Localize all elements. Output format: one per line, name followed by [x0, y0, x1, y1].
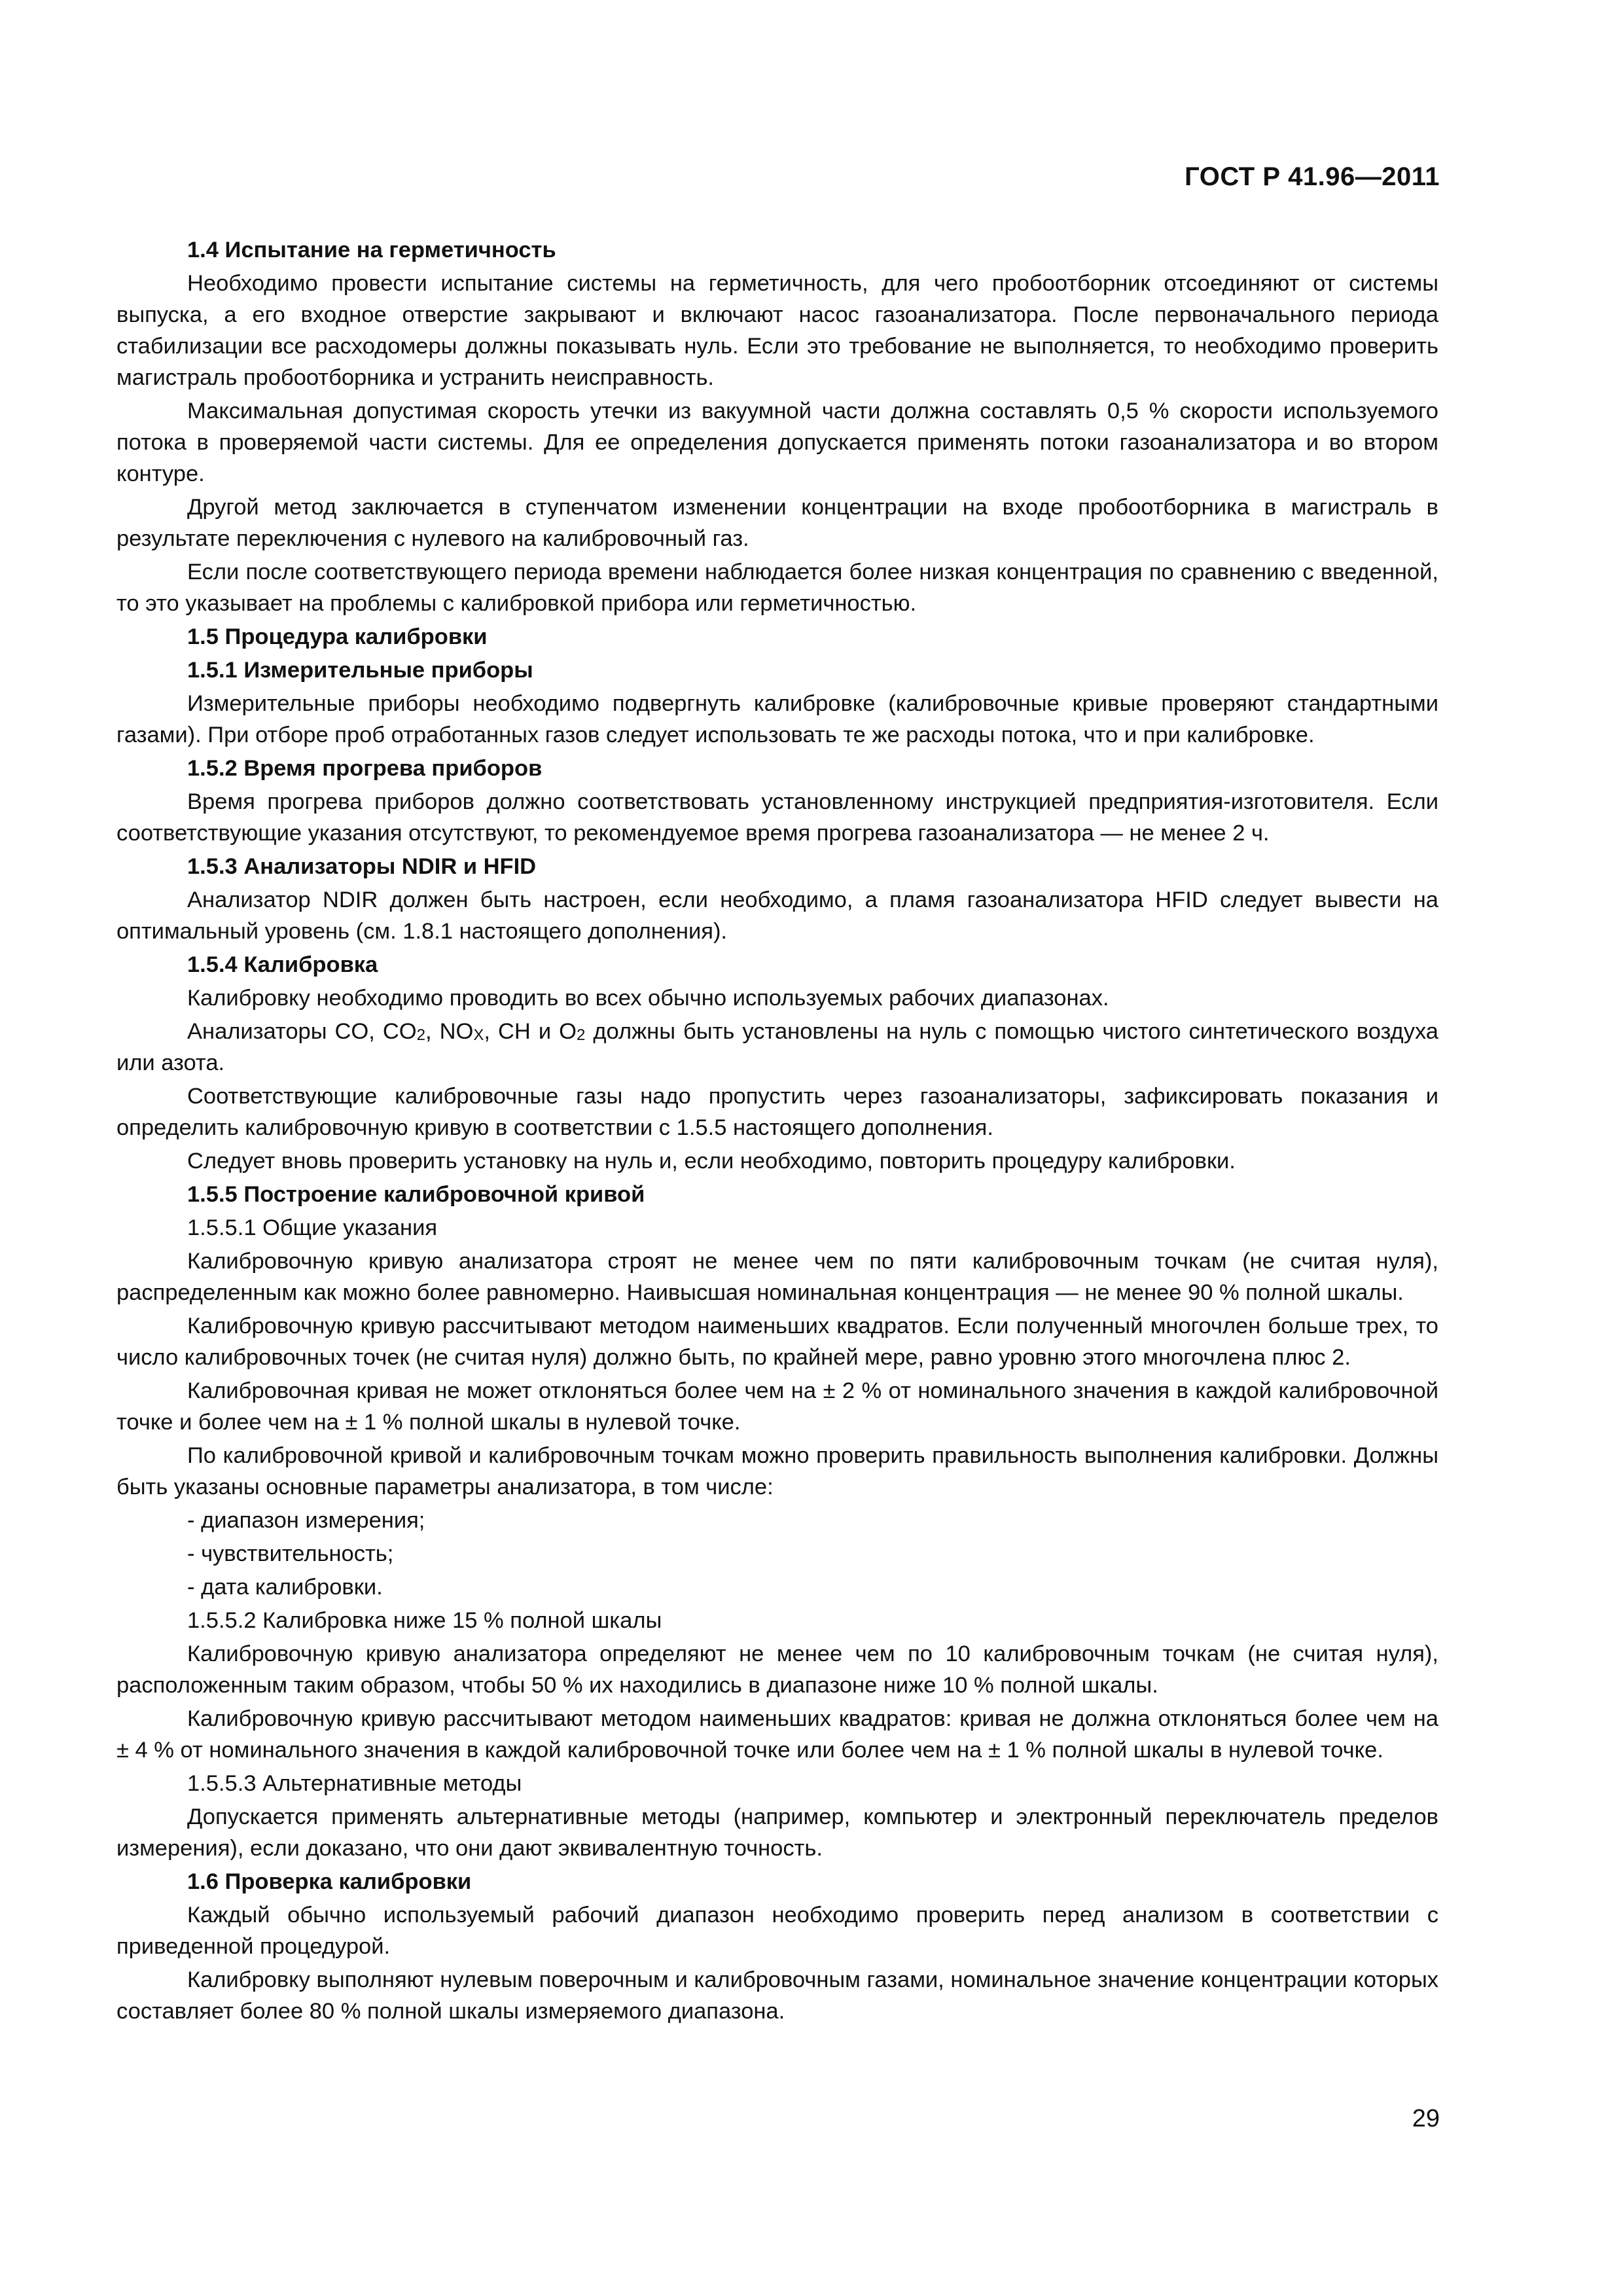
subscript: X	[473, 1026, 484, 1044]
paragraph: Соответствующие калибровочные газы надо пропустить через газоанализаторы, зафиксировать показания и определить калибровочную кривую в соответствии с 1.5.5 настоящего дополнения.	[116, 1084, 1438, 1140]
paragraph: Калибровку выполняют нулевым поверочным и калибровочным газами, номинальное значение концентрации которых составляет более 80 % полной шкалы измеряемого диапазона.	[116, 1967, 1438, 2024]
section-1-5-5-3-heading: 1.5.5.3 Альтернативные методы	[187, 1771, 522, 1796]
paragraph: Время прогрева приборов должно соответствовать установленному инструкцией предприятия-изготовителя. Если соответствующие указания отсутствуют, то рекомендуемое время прогрева газоанализатора — не менее 2 ч.	[116, 789, 1438, 846]
paragraph: Калибровочную кривую рассчитывают методом наименьших квадратов: кривая не должна отклоняться более чем на ± 4 % от номинального значения в каждой калибровочной точке или более чем на ± 1 % полной шкалы в нулевой точке.	[116, 1706, 1438, 1763]
paragraph: Максимальная допустимая скорость утечки из вакуумной части должна составлять 0,5 % скорости используемого потока в проверяемой части системы. Для ее определения допускается применять потоки газоанализатора и во втором контуре.	[116, 399, 1438, 486]
paragraph: Калибровочную кривую анализатора определяют не менее чем по 10 калибровочным точкам (не считая нуля), расположенным таким образом, чтобы 50 % их находились в диапазоне ниже 10 % полной шкалы.	[116, 1641, 1438, 1698]
section-1-5-1-heading: 1.5.1 Измерительные приборы	[187, 658, 533, 683]
paragraph: По калибровочной кривой и калибровочным точкам можно проверить правильность выполнения калибровки. Должны быть указаны основные параметры анализатора, в том числе:	[116, 1443, 1438, 1499]
paragraph: Измерительные приборы необходимо подвергнуть калибровке (калибровочные кривые проверяют стандартными газами). При отборе проб отработанных газов следует использовать те же расходы потока, что и при калибровке.	[116, 691, 1438, 747]
section-1-5-heading: 1.5 Процедура калибровки	[187, 624, 488, 649]
section-1-5-3-heading: 1.5.3 Анализаторы NDIR и HFID	[187, 854, 537, 879]
text-run: должны быть установлены на нуль с помощью чистого синтетического воздуха или азота.	[116, 1019, 1438, 1075]
document-code-header: ГОСТ Р 41.96—2011	[1185, 162, 1440, 191]
document-body	[116, 234, 1438, 2029]
subscript: 2	[577, 1026, 586, 1044]
paragraph: Следует вновь проверить установку на нуль и, если необходимо, повторить процедуру калибровки.	[187, 1149, 1236, 1174]
section-1-5-5-2-heading: 1.5.5.2 Калибровка ниже 15 % полной шкалы	[187, 1608, 662, 1633]
analyzers-paragraph	[116, 1016, 1438, 1079]
list-item: - дата калибровки.	[187, 1575, 383, 1600]
paragraph: Если после соответствующего периода времени наблюдается более низкая концентрация по сравнению с введенной, то это указывает на проблемы с калибровкой прибора или герметичностью.	[116, 560, 1438, 616]
paragraph: Другой метод заключается в ступенчатом изменении концентрации на входе пробоотборника в магистраль в результате переключения с нулевого на калибровочный газ.	[116, 495, 1438, 551]
paragraph: Калибровочную кривую рассчитывают методом наименьших квадратов. Если полученный многочлен больше трех, то число калибровочных точек (не считая нуля) должно быть, по крайней мере, равно уровню этого многочлена плюс 2.	[116, 1314, 1438, 1370]
paragraph: Допускается применять альтернативные методы (например, компьютер и электронный переключатель пределов измерения), если доказано, что они дают эквивалентную точность.	[116, 1804, 1438, 1861]
subscript: 2	[416, 1026, 425, 1044]
paragraph: Анализатор NDIR должен быть настроен, если необходимо, а пламя газоанализатора HFID следует вывести на оптимальный уровень (см. 1.8.1 настоящего дополнения).	[116, 888, 1438, 944]
text-run: Анализаторы CO, CO	[187, 1019, 417, 1044]
paragraph: Калибровочную кривую анализатора строят не менее чем по пяти калибровочным точкам (не считая нуля), распределенным как можно более равномерно. Наивысшая номинальная концентрация — не менее 90 % полной шкалы.	[116, 1249, 1438, 1305]
section-1-5-2-heading: 1.5.2 Время прогрева приборов	[187, 756, 543, 781]
paragraph: Каждый обычно используемый рабочий диапазон необходимо проверить перед анализом в соответствии с приведенной процедурой.	[116, 1903, 1438, 1959]
text-run: , CH и O	[484, 1019, 577, 1044]
paragraph: Необходимо провести испытание системы на герметичность, для чего пробоотборник отсоединяют от системы выпуска, а его входное отверстие закрывают и включают насос газоанализатора. После первоначального периода стабилизации все расходомеры должны показывать нуль. Если это требование не выполняется, то необходимо проверить магистраль пробоотборника и устранить неисправность.	[116, 271, 1438, 390]
text-run: , NO	[425, 1019, 474, 1044]
section-1-4-heading: 1.4 Испытание на герметичность	[187, 238, 556, 262]
list-item: - чувствительность;	[187, 1541, 394, 1566]
section-1-6-heading: 1.6 Проверка калибровки	[187, 1869, 472, 1894]
paragraph: Калибровку необходимо проводить во всех обычно используемых рабочих диапазонах.	[187, 986, 1109, 1011]
section-1-5-4-heading: 1.5.4 Калибровка	[187, 952, 378, 977]
list-item: - диапазон измерения;	[187, 1508, 425, 1533]
page-number: 29	[1412, 2105, 1440, 2132]
section-1-5-5-1-heading: 1.5.5.1 Общие указания	[187, 1215, 438, 1240]
paragraph: Калибровочная кривая не может отклоняться более чем на ± 2 % от номинального значения в каждой калибровочной точке и более чем на ± 1 % полной шкалы в нулевой точке.	[116, 1378, 1438, 1435]
section-1-5-5-heading: 1.5.5 Построение калибровочной кривой	[187, 1182, 645, 1207]
